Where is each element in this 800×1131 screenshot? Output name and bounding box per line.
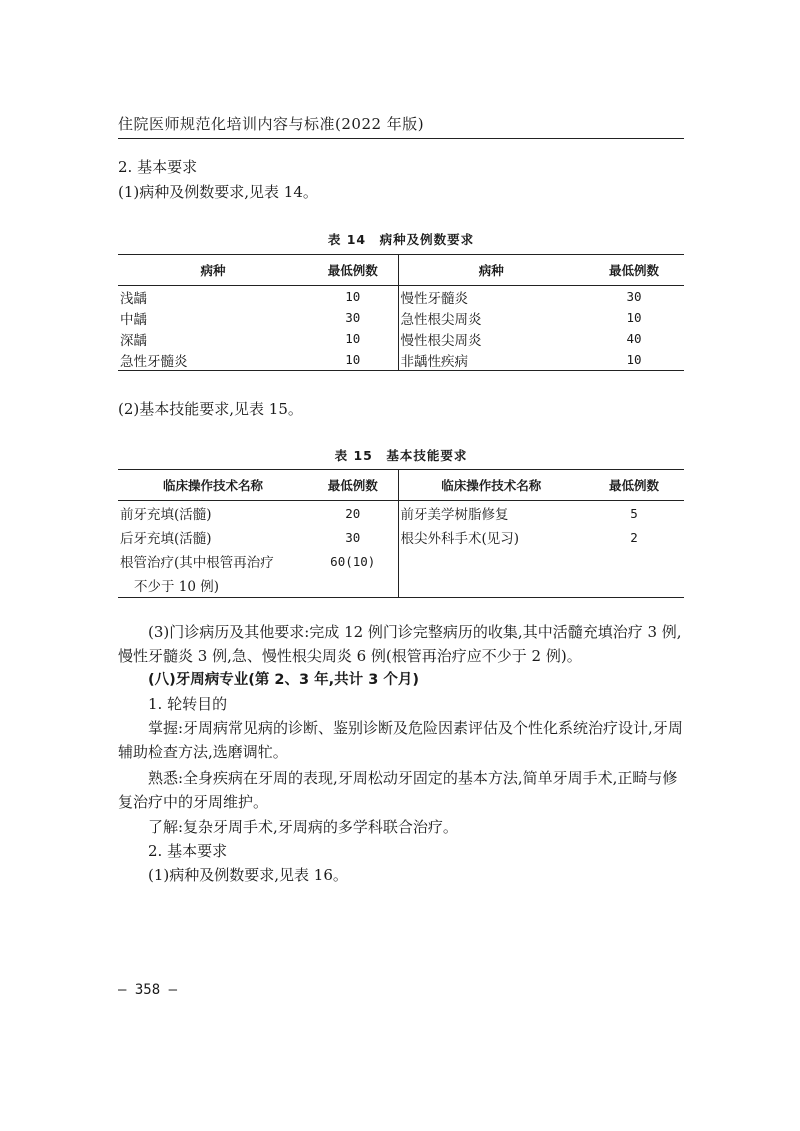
paragraph-req1: (1)病种及例数要求,见表 14。 bbox=[118, 183, 318, 201]
paragraph-understand: 了解:复杂牙周手术,牙周病的多学科联合治疗。 bbox=[148, 818, 458, 836]
col-header: 病种 bbox=[398, 255, 584, 286]
table-row bbox=[118, 549, 684, 573]
table-cell: 浅龋 bbox=[120, 290, 147, 307]
table-cell: 10 bbox=[308, 286, 398, 308]
table-row bbox=[118, 349, 684, 371]
table-cell: 慢性根尖周炎 bbox=[400, 332, 482, 349]
header-rule bbox=[118, 138, 684, 139]
table14-caption: 表 14 病种及例数要求 bbox=[327, 232, 475, 247]
table14 bbox=[118, 254, 684, 371]
col-header: 最低例数 bbox=[308, 255, 398, 286]
table-cell: 30 bbox=[626, 289, 642, 304]
table15-caption: 表 15 基本技能要求 bbox=[334, 448, 468, 463]
table15 bbox=[118, 469, 684, 598]
table-row bbox=[118, 286, 684, 308]
rotation-heading: 1. 轮转目的 bbox=[148, 695, 228, 713]
table-cell: 急性牙髓炎 bbox=[118, 349, 308, 371]
table-cell: 10 bbox=[308, 349, 398, 371]
paragraph-req3: (3)门诊病历及其他要求:完成 12 例门诊完整病历的收集,其中活髓充填治疗 3 例,慢性牙髓炎 3 例,急、慢性根尖周炎 6 例(根管再治疗应不少于 2 例)。 bbox=[118, 623, 682, 665]
paragraph-master: 掌握:牙周病常见病的诊断、鉴别诊断及危险因素评估及个性化系统治疗设计,牙周辅助检查方法,选磨调牤。 bbox=[118, 719, 683, 761]
table-row bbox=[118, 525, 684, 549]
table-header-row bbox=[118, 255, 684, 286]
table-cell bbox=[584, 549, 684, 573]
table-cell: 急性根尖周炎 bbox=[400, 311, 482, 328]
page-header: 住院医师规范化培训内容与标准(2022 年版) bbox=[118, 115, 425, 133]
table-cell: 30 bbox=[308, 307, 398, 328]
page-number: — 358 — bbox=[118, 982, 178, 998]
col-header: 最低例数 bbox=[308, 470, 398, 501]
col-header: 临床操作技术名称 bbox=[398, 470, 584, 501]
table-cell: 40 bbox=[626, 331, 642, 346]
section-heading: 2. 基本要求 bbox=[118, 158, 198, 176]
table-cell: 2 bbox=[630, 529, 638, 545]
table-cell: 根管治疗(其中根管再治疗 bbox=[120, 555, 274, 571]
table-cell bbox=[398, 549, 584, 573]
table-row bbox=[118, 501, 684, 526]
table-row bbox=[118, 573, 684, 598]
table-cell: 后牙充填(活髓) bbox=[120, 531, 212, 547]
paragraph-req4: (1)病种及例数要求,见表 16。 bbox=[148, 866, 348, 884]
col-header: 最低例数 bbox=[584, 470, 684, 501]
table-cell: 20 bbox=[308, 501, 398, 526]
table-cell: 10 bbox=[584, 349, 684, 371]
table-cell: 中龋 bbox=[120, 311, 147, 328]
table-cell: 根尖外科手术(见习) bbox=[400, 531, 520, 547]
table-cell bbox=[584, 573, 684, 598]
table-cell: 60(10) bbox=[308, 549, 398, 573]
table-cell: 前牙充填(活髓) bbox=[120, 507, 212, 523]
col-header: 临床操作技术名称 bbox=[118, 470, 308, 501]
table-cell bbox=[398, 573, 584, 598]
col-header: 最低例数 bbox=[584, 255, 684, 286]
table-header-row bbox=[118, 470, 684, 501]
table-cell: 非龋性疾病 bbox=[398, 349, 584, 371]
table-cell bbox=[308, 573, 398, 598]
section-heading-2: 2. 基本要求 bbox=[148, 842, 228, 860]
table-row bbox=[118, 328, 684, 349]
table-cell: 慢性牙髓炎 bbox=[400, 290, 468, 307]
table-cell: 前牙美学树脂修复 bbox=[400, 507, 509, 523]
table-cell: 10 bbox=[626, 310, 642, 325]
table-cell: 30 bbox=[308, 525, 398, 549]
table-cell: 5 bbox=[630, 505, 638, 521]
section-title-periodontal: (八)牙周病专业(第 2、3 年,共计 3 个月) bbox=[148, 672, 419, 688]
paragraph-familiar: 熟悉:全身疾病在牙周的表现,牙周松动牙固定的基本方法,简单牙周手术,正畸与修复治疗中的牙周维护。 bbox=[118, 769, 678, 811]
table-cell: 深龋 bbox=[120, 332, 147, 349]
paragraph-req2: (2)基本技能要求,见表 15。 bbox=[118, 400, 303, 418]
table-cell: 10 bbox=[308, 328, 398, 349]
col-header: 病种 bbox=[118, 255, 308, 286]
table-row bbox=[118, 307, 684, 328]
table-cell: 不少于 10 例) bbox=[118, 573, 308, 598]
